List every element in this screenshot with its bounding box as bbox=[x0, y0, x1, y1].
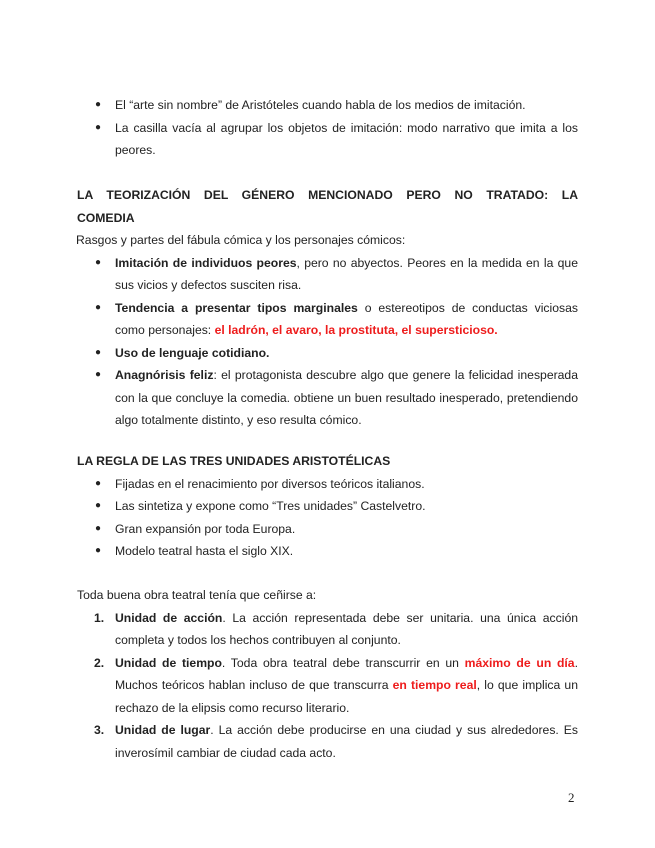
page-number: 2 bbox=[568, 790, 575, 805]
bullet-icon: ● bbox=[95, 256, 102, 268]
bullet-icon: ● bbox=[95, 369, 102, 380]
intro-bullet-list bbox=[77, 94, 578, 162]
numbered-item: 1. Unidad de acción. La acción representada debe ser unitaria. una única acción completa y todos los hechos contribuyen al conjunto. bbox=[94, 610, 579, 647]
list-item: ● La casilla vacía al agrupar los objetos de imitación: modo narrativo que imita a los peores. bbox=[77, 117, 578, 162]
comedia-section bbox=[77, 184, 578, 432]
list-item: ● Imitación de individuos peores, pero no abyectos. Peores en la medida en la que sus vicios y defectos susciten risa. bbox=[77, 252, 578, 297]
highlight-text: en tiempo real bbox=[392, 678, 477, 692]
bullet-icon: ● bbox=[95, 545, 102, 556]
list-item: ● Anagnórisis feliz: el protagonista descubre algo que genere la felicidad inesperada con la que concluye la comedia. obtiene un buen resultado inesperado, pretendiendo algo totalmente distinto, y eso resulta cómico. bbox=[77, 364, 578, 432]
section-intro: Rasgos y partes del fábula cómica y los personajes cómicos: bbox=[76, 233, 406, 247]
unidades-bullet-list bbox=[77, 473, 578, 563]
bullet-icon: ● bbox=[95, 99, 102, 110]
section-heading: LA REGLA DE LAS TRES UNIDADES ARISTOTÉLICAS bbox=[77, 454, 391, 468]
bullet-icon: ● bbox=[95, 522, 102, 534]
numbered-item: 2. Unidad de tiempo. Toda obra teatral debe transcurrir en un máximo de un día. Muchos teóricos hablan incluso de que transcurra en tiempo real, lo que implica un rechazo de la elipsis como recurso literario. bbox=[94, 655, 578, 715]
unidades-numbered-section bbox=[77, 584, 578, 764]
bullet-icon: ● bbox=[95, 121, 102, 133]
list-item: ● Modelo teatral hasta el siglo XIX. bbox=[77, 540, 578, 563]
unidades-numbered-list bbox=[77, 607, 578, 765]
list-item: ● El “arte sin nombre” de Aristóteles cuando habla de los medios de imitación. bbox=[77, 94, 578, 117]
list-item: ● Gran expansión por toda Europa. bbox=[77, 518, 578, 541]
bullet-icon: ● bbox=[95, 301, 102, 313]
list-item: ● Fijadas en el renacimiento por diversos teóricos italianos. bbox=[77, 473, 578, 496]
list-item: ● Las sintetiza y expone como “Tres unidades” Castelvetro. bbox=[77, 495, 578, 518]
highlight-text: el ladrón, el avaro, la prostituta, el supersticioso. bbox=[214, 323, 498, 337]
highlight-text: máximo de un día bbox=[464, 655, 575, 670]
list-item: ● Tendencia a presentar tipos marginales o estereotipos de conductas viciosas como personajes: el ladrón, el avaro, la prostituta, el supersticioso. bbox=[77, 297, 578, 342]
list-item: ● Uso de lenguaje cotidiano. bbox=[77, 342, 578, 365]
numbered-item: 3. Unidad de lugar. La acción debe producirse en una ciudad y sus alrededores. Es inverosímil cambiar de ciudad cada acto. bbox=[94, 723, 578, 760]
intro-list-section bbox=[77, 94, 578, 162]
section-intro: Toda buena obra teatral tenía que ceñirse a: bbox=[77, 588, 317, 602]
section-heading: LA TEORIZACIÓN DEL GÉNERO MENCIONADO PERO NO TRATADO: LA bbox=[77, 188, 578, 202]
section-heading-continued: COMEDIA bbox=[77, 210, 135, 225]
comedia-bullet-list bbox=[77, 252, 578, 432]
bullet-icon: ● bbox=[95, 346, 102, 358]
unidades-section bbox=[77, 450, 578, 563]
bullet-icon: ● bbox=[95, 477, 102, 489]
bullet-icon: ● bbox=[95, 500, 102, 511]
